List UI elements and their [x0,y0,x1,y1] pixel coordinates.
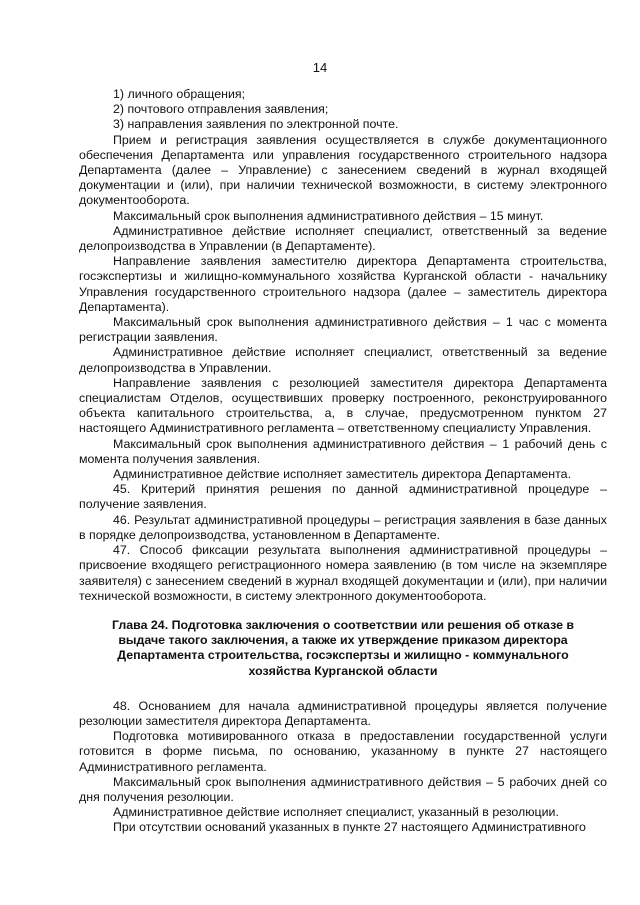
paragraph: 46. Результат административной процедуры – регистрация заявления в базе данных в порядке делопроизводства, установленном в Департаменте. [79,512,607,542]
paragraph: Максимальный срок выполнения административного действия – 1 рабочий день с момента получения заявления. [79,436,607,466]
paragraph: Максимальный срок выполнения административного действия – 5 рабочих дней со дня получения резолюции. [79,774,607,804]
paragraph: Административное действие исполняет специалист, ответственный за ведение делопроизводства в Управлении (в Департаменте). [79,223,607,254]
paragraph: Административное действие исполняет заместитель директора Департамента. [113,467,572,482]
paragraph: Направление заявления заместителю директора Департамента строительства, госэкспертизы и жилищно-коммунального хозяйства Курганской области - начальнику Управления государственного строительного надзора (далее – заместитель директора Департамента). [79,254,607,314]
paragraph: 1) личного обращения; [113,87,246,101]
chapter-heading: Глава 24. Подготовка заключения о соответствии или решения об отказе в выдаче такого заключения, а также их утверждение приказом директора Департамента строительства, госэкспертзы и жилищно - коммунального хозяйства Курганской области [111,617,575,678]
paragraph: Административное действие исполняет специалист, ответственный за ведение делопроизводства в Управлении. [79,345,607,375]
page-number: 14 [312,60,328,75]
paragraph: Административное действие исполняет специалист, указанный в резолюции. [113,805,559,820]
paragraph: Направление заявления с резолюцией заместителя директора Департамента специалистам Отделов, осуществивших проверку построенного, реконструированного объекта капитального строительства, а, в случае, предусмотренном пунктом 27 настоящего Административного регламента – ответственному специалисту Управления. [79,375,607,436]
paragraph: При отсутствии оснований указанных в пункте 27 настоящего Административного [113,820,586,835]
paragraph: 48. Основанием для начала административной процедуры является получение резолюции заместителя директора Департамента. [79,698,607,728]
section-a [79,87,607,604]
paragraph: Подготовка мотивированного отказа в предоставлении государственной услуги готовится в форме письма, по основанию, указанному в пункте 27 настоящего Административного регламента. [79,729,607,774]
paragraph: Прием и регистрация заявления осуществляется в службе документационного обеспечения Департамента или управления государственного строительного надзора Департамента (далее – Управление) с занесением сведений в журнал входящей документации и (или), при наличии технической возможности, в систему электронного документооборота. [79,132,607,208]
section-b [79,699,607,836]
paragraph: 3) направления заявления по электронной почте. [113,117,399,132]
paragraph: Максимальный срок выполнения административного действия – 15 минут. [113,208,544,223]
paragraph: 47. Способ фиксации результата выполнения административной процедуры – присвоение входящего регистрационного номера заявлению (в том числе на экземпляре заявителя) с занесением сведений в журнал входящей документации и (или), при наличии технической возможности, в систему электронного документооборота. [79,543,607,603]
paragraph: Максимальный срок выполнения административного действия – 1 час с момента регистрации заявления. [79,315,607,345]
paragraph: 45. Критерий принятия решения по данной административной процедуре – получение заявления. [79,482,607,512]
paragraph: 2) почтового отправления заявления; [113,102,329,117]
document-body [79,87,607,836]
